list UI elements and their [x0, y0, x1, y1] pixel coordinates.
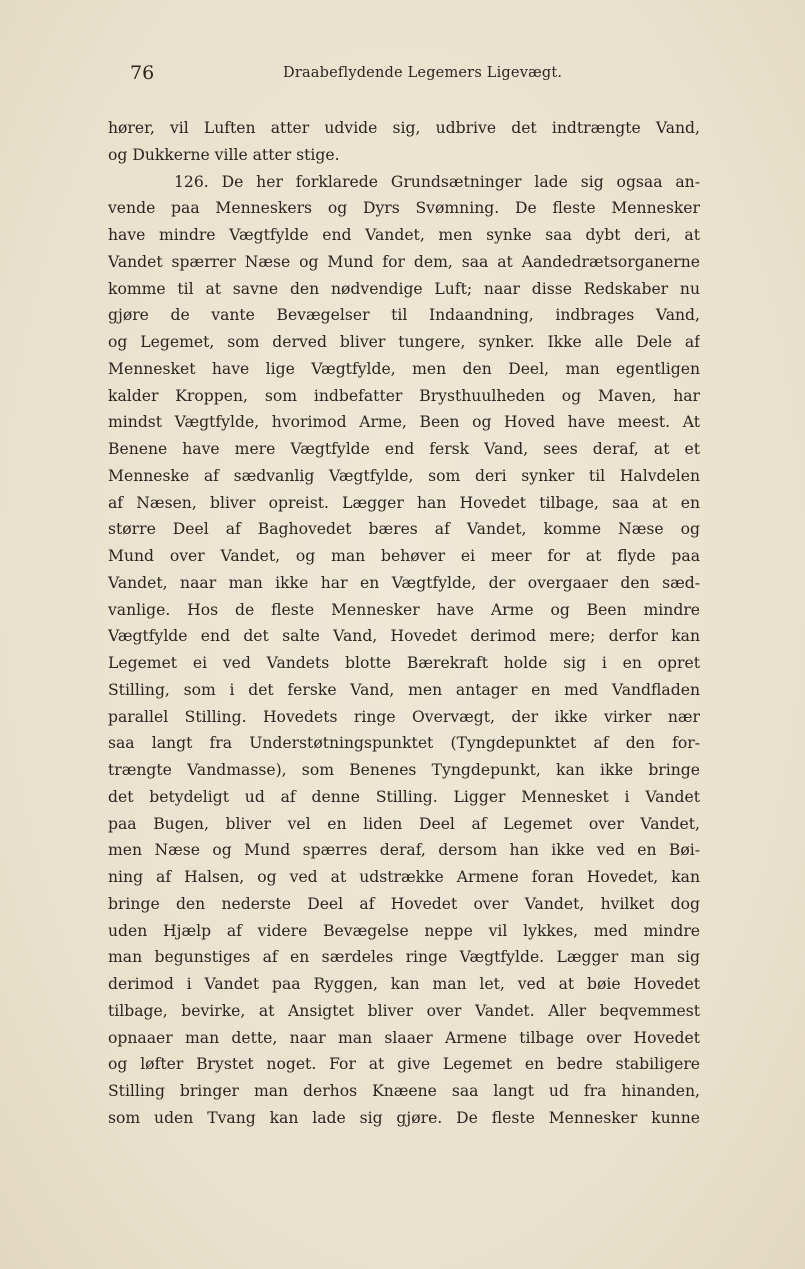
text-line: uden Hjælp af videre Bevægelse neppe vil lykkes, med mindre: [108, 921, 700, 940]
text-line: og løfter Brystet noget. For at give Legemet en bedre stabiligere: [108, 1055, 700, 1074]
running-head: Draabeflydende Legemers Ligevægt.: [283, 65, 563, 81]
text-line: saa langt fra Understøtningspunktet (Tyngdepunktet af den for-: [108, 734, 700, 753]
text-line: vende paa Menneskers og Dyrs Svømning. De fleste Mennesker: [108, 199, 700, 218]
text-line: bringe den nederste Deel af Hovedet over Vandet, hvilket dog: [108, 894, 700, 913]
text-line: komme til at savne den nødvendige Luft; naar disse Redskaber nu: [108, 279, 700, 298]
text-line: mindst Vægtfylde, hvorimod Arme, Been og Hoved have meest. At: [108, 413, 700, 432]
text-line: have mindre Vægtfylde end Vandet, men synke saa dybt deri, at: [108, 226, 700, 244]
text-line: opnaaer man dette, naar man slaaer Armene tilbage over Hovedet: [108, 1028, 700, 1047]
text-line: Menneske af sædvanlig Vægtfylde, som deri synker til Halvdelen: [108, 466, 700, 485]
text-line: Legemet ei ved Vandets blotte Bærekraft holde sig i en opret: [108, 654, 700, 672]
text-line: Vandet spærrer Næse og Mund for dem, saa at Aandedrætsorganerne: [108, 252, 700, 271]
body-text: [108, 115, 700, 1132]
page-number: 76: [130, 62, 155, 84]
paragraph-start-line: 126. De her forklarede Grundsætninger lade sig ogsaa an-: [174, 172, 700, 191]
text-line: Vandet, naar man ikke har en Vægtfylde, der overgaaer den sæd-: [108, 573, 700, 592]
text-line: derimod i Vandet paa Ryggen, kan man let, ved at bøie Hovedet: [108, 975, 700, 993]
text-line: Vægtfylde end det salte Vand, Hovedet derimod mere; derfor kan: [108, 627, 700, 646]
text-line: af Næsen, bliver opreist. Lægger han Hovedet tilbage, saa at en: [108, 493, 700, 512]
text-line: Benene have mere Vægtfylde end fersk Vand, sees deraf, at et: [108, 440, 700, 458]
text-line: og Dukkerne ville atter stige.: [108, 145, 340, 164]
text-line: større Deel af Baghovedet bæres af Vandet, komme Næse og: [108, 520, 700, 539]
text-line: Mund over Vandet, og man behøver ei meer for at flyde paa: [108, 547, 700, 565]
text-line: og Legemet, som derved bliver tungere, synker. Ikke alle Dele af: [108, 333, 700, 351]
text-line: hører, vil Luften atter udvide sig, udbrive det indtrængte Vand,: [108, 119, 700, 137]
text-line: man begunstiges af en særdeles ringe Vægtfylde. Lægger man sig: [108, 948, 700, 967]
text-line: Mennesket have lige Vægtfylde, men den Deel, man egentligen: [108, 359, 700, 378]
text-line: det betydeligt ud af denne Stilling. Ligger Mennesket i Vandet: [108, 787, 700, 806]
text-line: trængte Vandmasse), som Benenes Tyngdepunkt, kan ikke bringe: [108, 761, 700, 779]
text-line: kalder Kroppen, som indbefatter Brysthuulheden og Maven, har: [108, 386, 700, 405]
text-line: parallel Stilling. Hovedets ringe Overvægt, der ikke virker nær: [108, 707, 700, 726]
text-line: Stilling, som i det ferske Vand, men antager en med Vandfladen: [108, 680, 700, 699]
text-line: tilbage, bevirke, at Ansigtet bliver over Vandet. Aller beqvemmest: [108, 1001, 700, 1020]
text-line: men Næse og Mund spærres deraf, dersom han ikke ved en Bøi-: [108, 841, 700, 860]
text-line: paa Bugen, bliver vel en liden Deel af Legemet over Vandet,: [108, 814, 700, 833]
text-line: som uden Tvang kan lade sig gjøre. De fleste Mennesker kunne: [108, 1108, 700, 1127]
text-line: Stilling bringer man derhos Knæene saa langt ud fra hinanden,: [108, 1082, 700, 1100]
text-line: gjøre de vante Bevægelser til Indaandning, indbrages Vand,: [108, 306, 700, 325]
text-line: vanlige. Hos de fleste Mennesker have Arme og Been mindre: [108, 600, 700, 619]
page-header: [108, 58, 700, 92]
text-line: ning af Halsen, og ved at udstrække Armene foran Hovedet, kan: [108, 868, 700, 886]
